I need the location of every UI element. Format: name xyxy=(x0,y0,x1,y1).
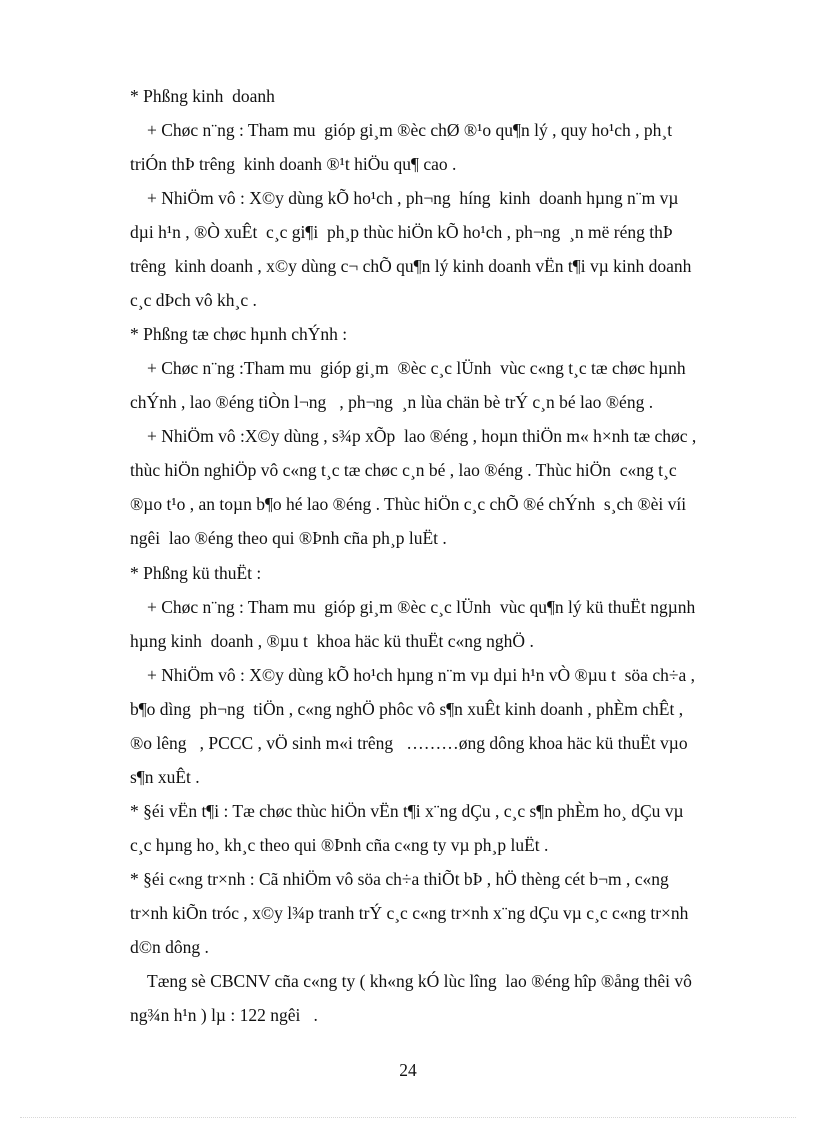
paragraph-line: c¸c hµng ho¸ kh¸c theo qui ®Þnh cña c«ng ty vµ ph¸p luËt . xyxy=(130,835,549,855)
paragraph-line: d©n dông . xyxy=(130,937,209,957)
heading-business-dept: * Phßng kinh doanh xyxy=(130,86,275,106)
paragraph-line: c¸c dÞch vô kh¸c . xyxy=(130,290,257,310)
heading-transport-team: * §éi vËn t¶i : Tæ chøc thùc hiÖn vËn t¶i x¨ng dÇu , c¸c s¶n phÈm ho¸ dÇu vµ xyxy=(130,801,684,821)
heading-admin-dept: * Phßng tæ chøc hµnh chÝnh : xyxy=(130,324,348,344)
paragraph-line: hµng kinh doanh , ®µu t khoa häc kü thuËt c«ng nghÖ . xyxy=(130,631,534,651)
paragraph-line: ng¾n h¹n ) lµ : 122 ngêi . xyxy=(130,1005,318,1025)
paragraph-line: + NhiÖm vô :X©y dùng , s¾p xÕp lao ®éng , hoµn thiÖn m« h×nh tæ chøc , xyxy=(147,426,697,446)
heading-technical-dept: * Phßng kü thuËt : xyxy=(130,563,262,583)
paragraph-line: tr×nh kiÕn tróc , x©y l¾p tranh trÝ c¸c c«ng tr×nh x¨ng dÇu vµ c¸c c«ng tr×nh xyxy=(130,903,689,923)
paragraph-line: + Chøc n¨ng : Tham mu gióp gi¸m ®èc chØ ®¹o qu¶n lý , quy ho¹ch , ph¸t xyxy=(147,120,673,140)
paragraph-line: thùc hiÖn nghiÖp vô c«ng t¸c tæ chøc c¸n bé , lao ®éng . Thùc hiÖn c«ng t¸c xyxy=(130,460,677,480)
paragraph-line: chÝnh , lao ®éng tiÒn l¬ng , ph¬ng ¸n lùa chän bè trÝ c¸n bé lao ®éng . xyxy=(130,392,654,412)
paragraph-total-staff: Tæng sè CBCNV cña c«ng ty ( kh«ng kÓ lùc lîng lao ®éng hîp ®ång thêi vô xyxy=(147,971,692,991)
paragraph-line: ®o lêng , PCCC , vÖ sinh m«i trêng ………øng dông khoa häc kü thuËt vµo xyxy=(130,733,688,753)
paragraph-line: trêng kinh doanh , x©y dùng c¬ chÕ qu¶n lý kinh doanh vËn t¶i vµ kinh doanh xyxy=(130,256,692,276)
paragraph-line: + NhiÖm vô : X©y dùng kÕ ho¹ch hµng n¨m vµ dµi h¹n vÒ ®µu t söa ch÷a , xyxy=(147,665,695,685)
page-number: 24 xyxy=(399,1060,417,1080)
paragraph-line: + Chøc n¨ng :Tham mu gióp gi¸m ®èc c¸c lÜnh vùc c«ng t¸c tæ chøc hµnh xyxy=(147,358,686,378)
paragraph-line: dµi h¹n , ®Ò xuÊt c¸c gi¶i ph¸p thùc hiÖn kÕ ho¹ch , ph¬ng ¸n më réng thÞ xyxy=(130,222,673,242)
paragraph-line: + NhiÖm vô : X©y dùng kÕ ho¹ch , ph¬ng híng kinh doanh hµng n¨m vµ xyxy=(147,188,679,208)
paragraph-line: s¶n xuÊt . xyxy=(130,767,200,787)
paragraph-line: b¶o dìng ph¬ng tiÖn , c«ng nghÖ phôc vô s¶n xuÊt kinh doanh , phÈm chÊt , xyxy=(130,699,684,719)
paragraph-line: + Chøc n¨ng : Tham mu gióp gi¸m ®èc c¸c lÜnh vùc qu¶n lý kü thuËt ngµnh xyxy=(147,597,696,617)
paragraph-line: ngêi lao ®éng theo qui ®Þnh cña ph¸p luËt . xyxy=(130,528,447,548)
page-bottom-divider xyxy=(20,1117,796,1118)
paragraph-line: triÓn thÞ trêng kinh doanh ®¹t hiÖu qu¶ cao . xyxy=(130,154,457,174)
heading-construction-team: * §éi c«ng tr×nh : Cã nhiÖm vô söa ch÷a thiÕt bÞ , hÖ thèng cét b¬m , c«ng xyxy=(130,869,669,889)
paragraph-line: ®µo t¹o , an toµn b¶o hé lao ®éng . Thùc hiÖn c¸c chÕ ®é chÝnh s¸ch ®èi víi xyxy=(130,494,687,514)
